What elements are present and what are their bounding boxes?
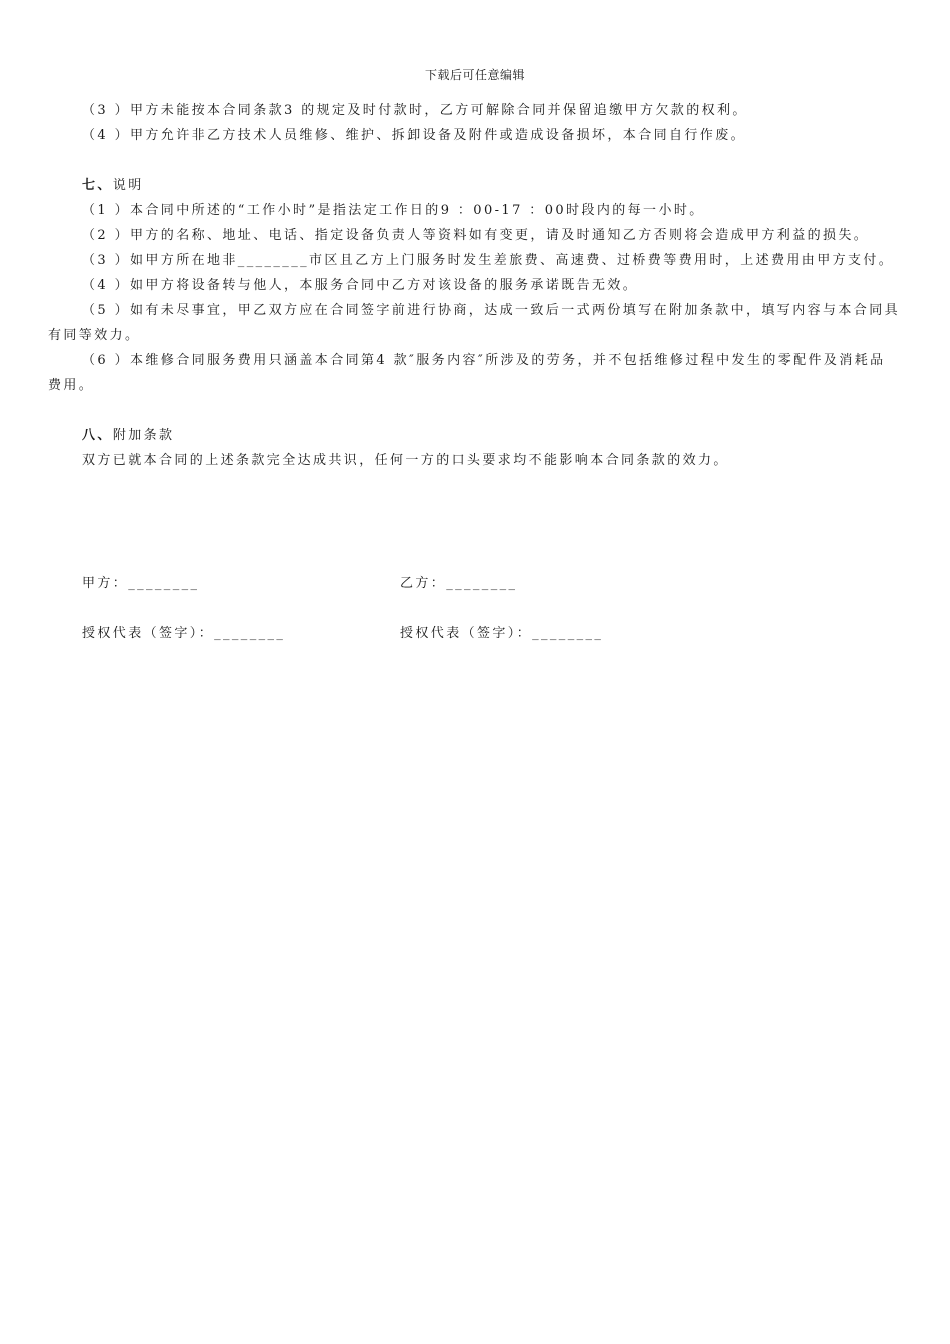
section-8-heading	[48, 423, 900, 448]
signature-row-parties	[82, 571, 902, 596]
clause-7-2: （2 ）甲方的名称、地址、电话、指定设备负责人等资料如有变更，请及时通知乙方否则将会造成甲方利益的损失。	[82, 228, 870, 243]
clause-7-1: （1 ）本合同中所述的“工作小时”是指法定工作日的9 ：00-17 ：00时段内的每一小时。	[82, 203, 705, 218]
contract-body	[48, 98, 900, 473]
clause-7-5: （5 ）如有未尽事宜，甲乙双方应在合同签字前进行协商，达成一致后一式两份填写在附加条款中，填写内容与本合同具有同等效力。	[48, 303, 901, 343]
party-b-signature-field[interactable]: 乙方：________	[400, 576, 518, 591]
rep-a-signature-field[interactable]: 授权代表（签字）：________	[82, 626, 286, 641]
section-8-text: 双方已就本合同的上述条款完全达成共识，任何一方的口头要求均不能影响本合同条款的效力。	[82, 453, 729, 468]
section-8-title: 附加条款	[112, 428, 175, 443]
clause-7-4: （4 ）如甲方将设备转与他人，本服务合同中乙方对该设备的服务承诺既告无效。	[82, 278, 639, 293]
rep-b-signature-field[interactable]: 授权代表（签字）：________	[400, 626, 604, 641]
section-7-number: 七、	[82, 178, 113, 193]
section-7-title: 说明	[112, 178, 144, 193]
signature-row-representatives	[82, 621, 902, 646]
party-a-signature-field[interactable]: 甲方：________	[82, 576, 200, 591]
clause-7-3: （3 ）如甲方所在地非________市区且乙方上门服务时发生差旅费、高速费、过桥费等费用时，上述费用由甲方支付。	[82, 253, 895, 268]
section-8-number: 八、	[82, 428, 113, 443]
header-note: 下载后可任意编辑	[424, 68, 525, 82]
section-7-heading	[48, 173, 900, 198]
clause-6-3: （3 ）甲方未能按本合同条款3 的规定及时付款时，乙方可解除合同并保留追缴甲方欠款的权利。	[82, 103, 748, 118]
clause-6-4: （4 ）甲方允许非乙方技术人员维修、维护、拆卸设备及附件或造成设备损坏，本合同自行作废。	[82, 128, 747, 143]
clause-7-6: （6 ）本维修合同服务费用只涵盖本合同第4 款″服务内容″所涉及的劳务，并不包括维修过程中发生的零配件及消耗品费用。	[48, 353, 886, 393]
